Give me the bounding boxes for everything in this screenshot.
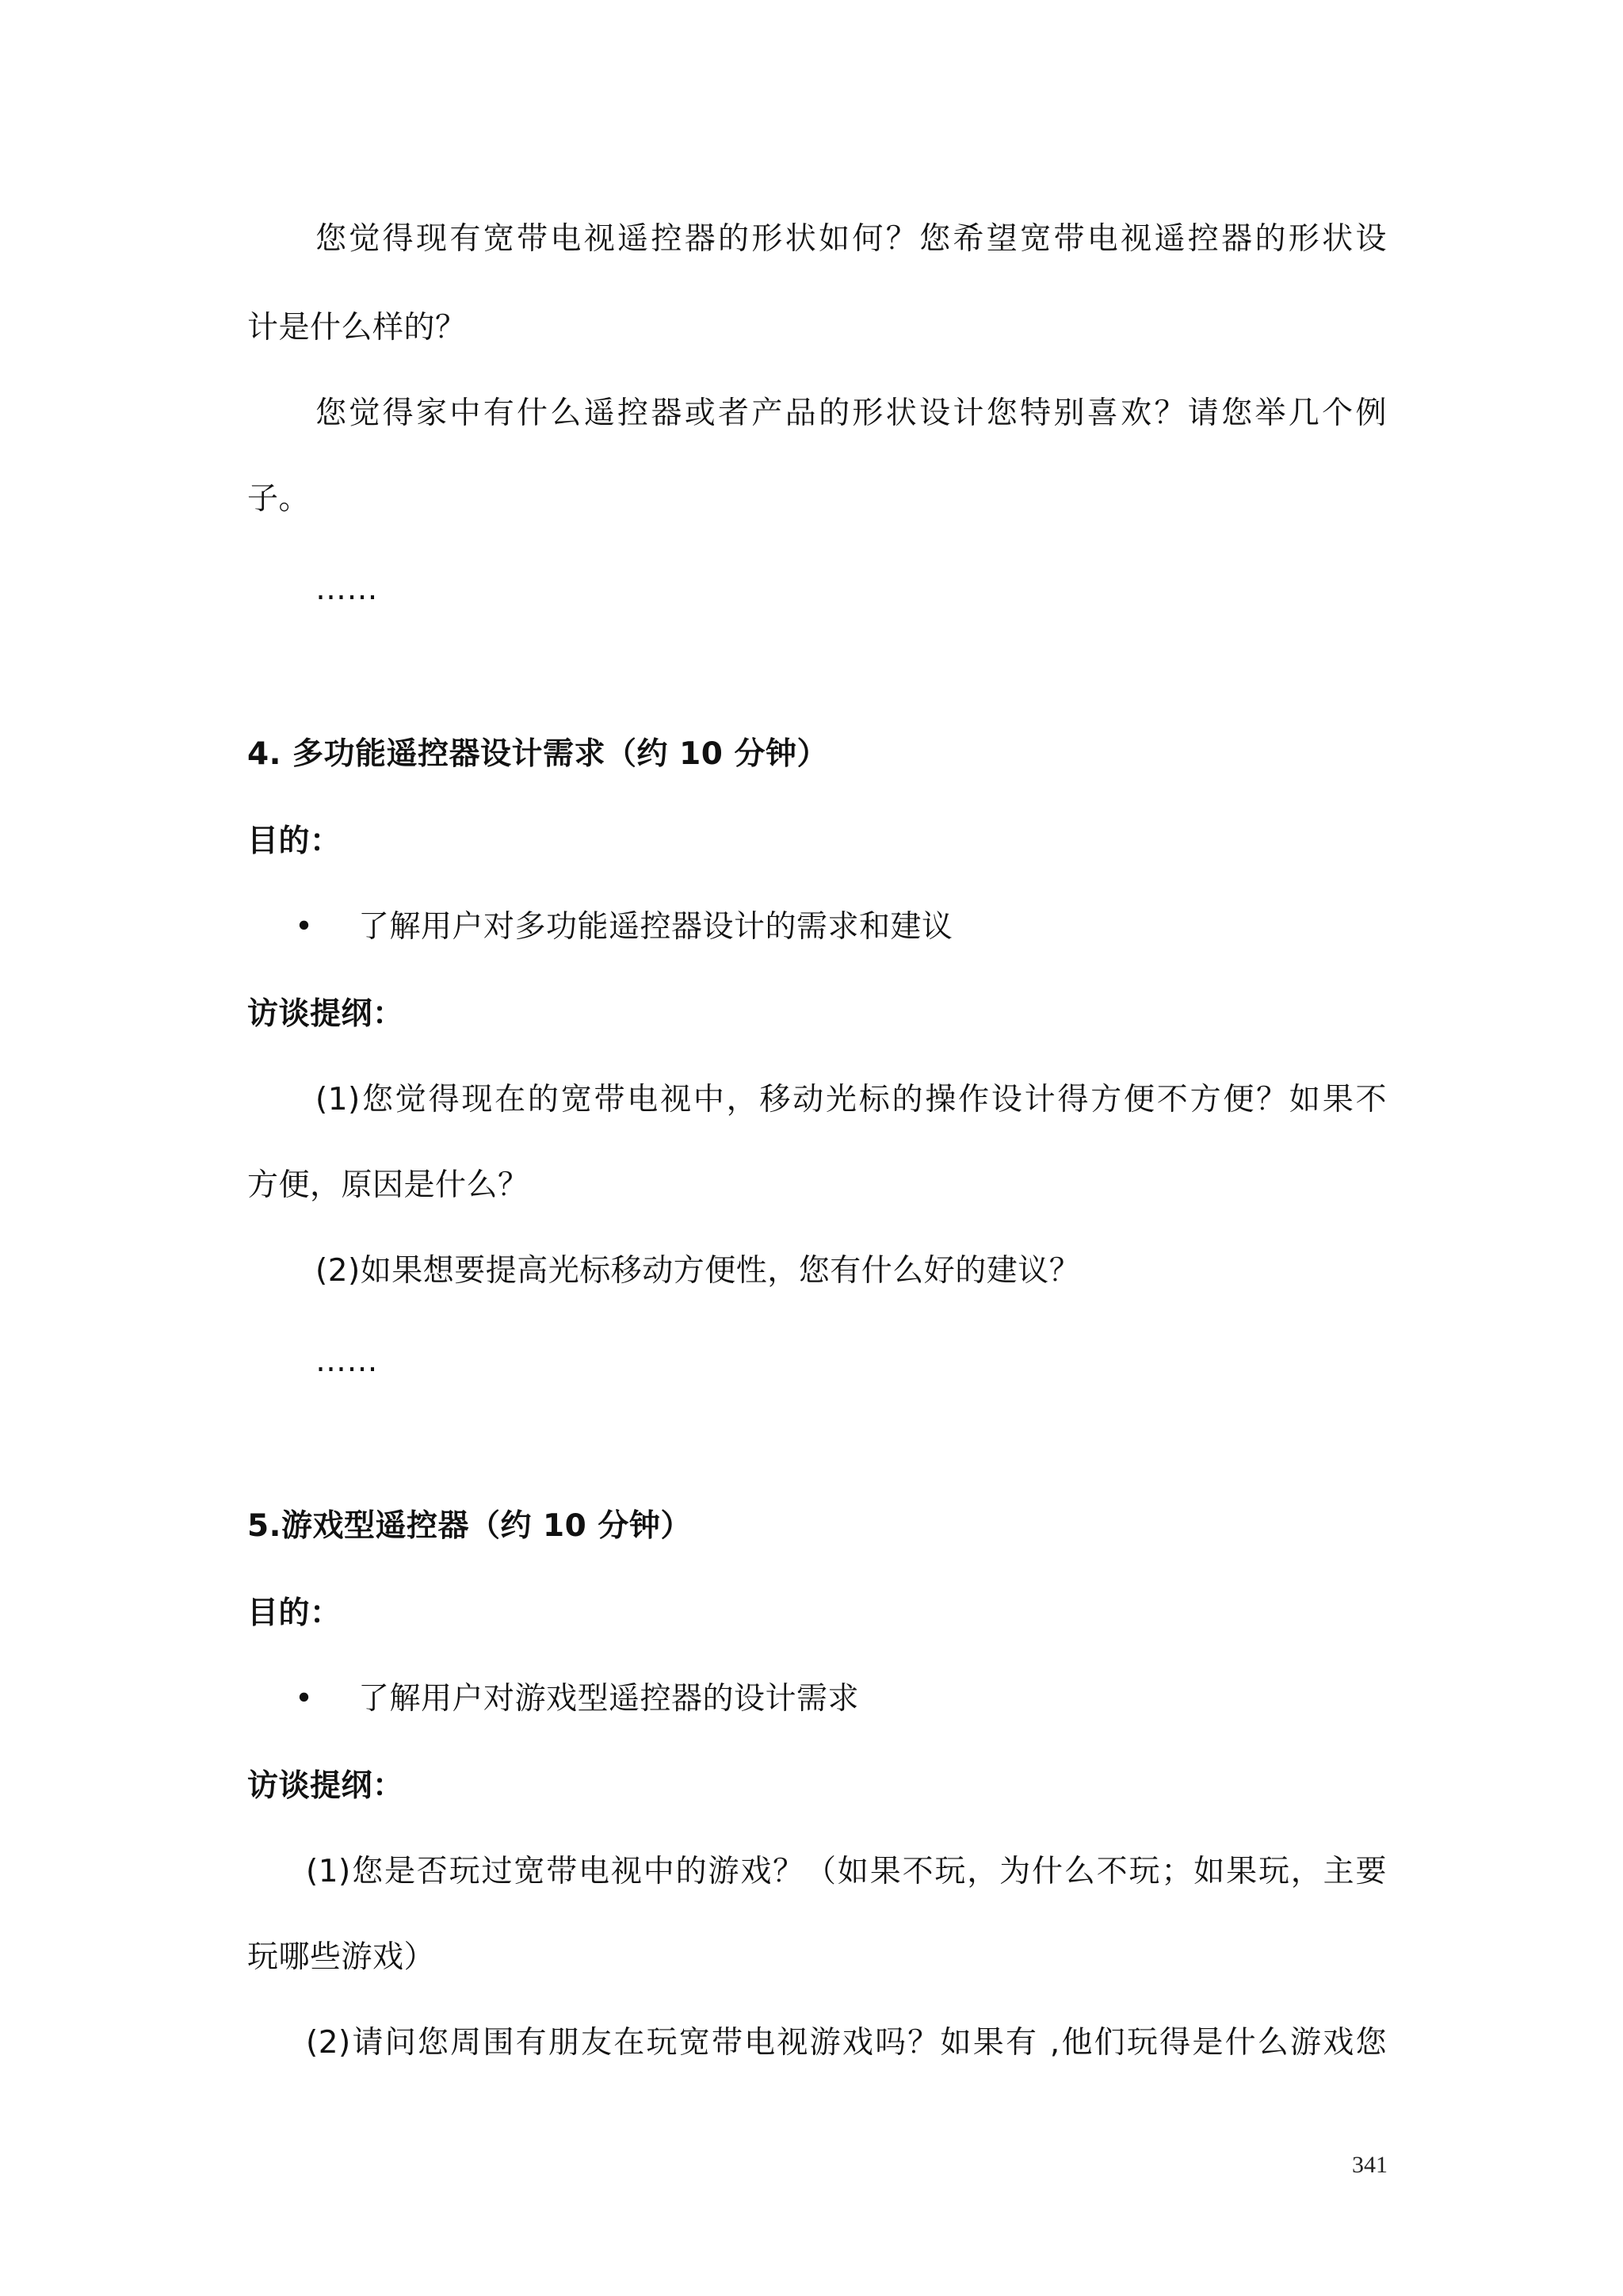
section-4-purpose-label: 目的： xyxy=(247,823,342,859)
ellipsis: …… xyxy=(315,571,378,607)
section-5-question-2-line-1: (2)请问您周围有朋友在玩宽带电视游戏吗？如果有 ,他们玩得是什么游戏您 xyxy=(306,2025,1387,2061)
section-4-bullet-text: 了解用户对多功能遥控器设计的需求和建议 xyxy=(358,909,953,945)
section-4-outline-label: 访谈提纲： xyxy=(247,996,404,1032)
section-4-question-1-line-2: 方便，原因是什么？ xyxy=(247,1167,529,1203)
section-5-question-1-line-2: 玩哪些游戏） xyxy=(247,1939,436,1975)
page-number: 341 xyxy=(1352,2152,1388,2178)
section-5-heading: 5.游戏型遥控器（约 10 分钟） xyxy=(247,1508,692,1544)
ellipsis: …… xyxy=(315,1343,378,1379)
section-5-purpose-label: 目的： xyxy=(247,1595,342,1631)
question-shape-line-1: 您觉得现有宽带电视遥控器的形状如何？您希望宽带电视遥控器的形状设 xyxy=(315,221,1387,257)
section-5-question-1-line-1: (1)您是否玩过宽带电视中的游戏？（如果不玩，为什么不玩；如果玩，主要 xyxy=(306,1854,1387,1889)
question-favorite-line-1: 您觉得家中有什么遥控器或者产品的形状设计您特别喜欢？请您举几个例 xyxy=(315,395,1387,431)
bullet-icon: • xyxy=(295,1681,314,1717)
section-4-heading: 4. 多功能遥控器设计需求（约 10 分钟） xyxy=(247,736,828,772)
section-4-question-2: (2)如果想要提高光标移动方便性，您有什么好的建议？ xyxy=(315,1253,1081,1289)
section-5-outline-label: 访谈提纲： xyxy=(247,1768,404,1804)
bullet-icon: • xyxy=(295,909,314,945)
section-5-bullet-text: 了解用户对游戏型遥控器的设计需求 xyxy=(358,1681,860,1717)
section-4-question-1-line-1: (1)您觉得现在的宽带电视中，移动光标的操作设计得方便不方便？如果不 xyxy=(315,1082,1387,1117)
question-shape-line-2: 计是什么样的？ xyxy=(247,310,467,346)
question-favorite-line-2: 子。 xyxy=(247,481,311,517)
